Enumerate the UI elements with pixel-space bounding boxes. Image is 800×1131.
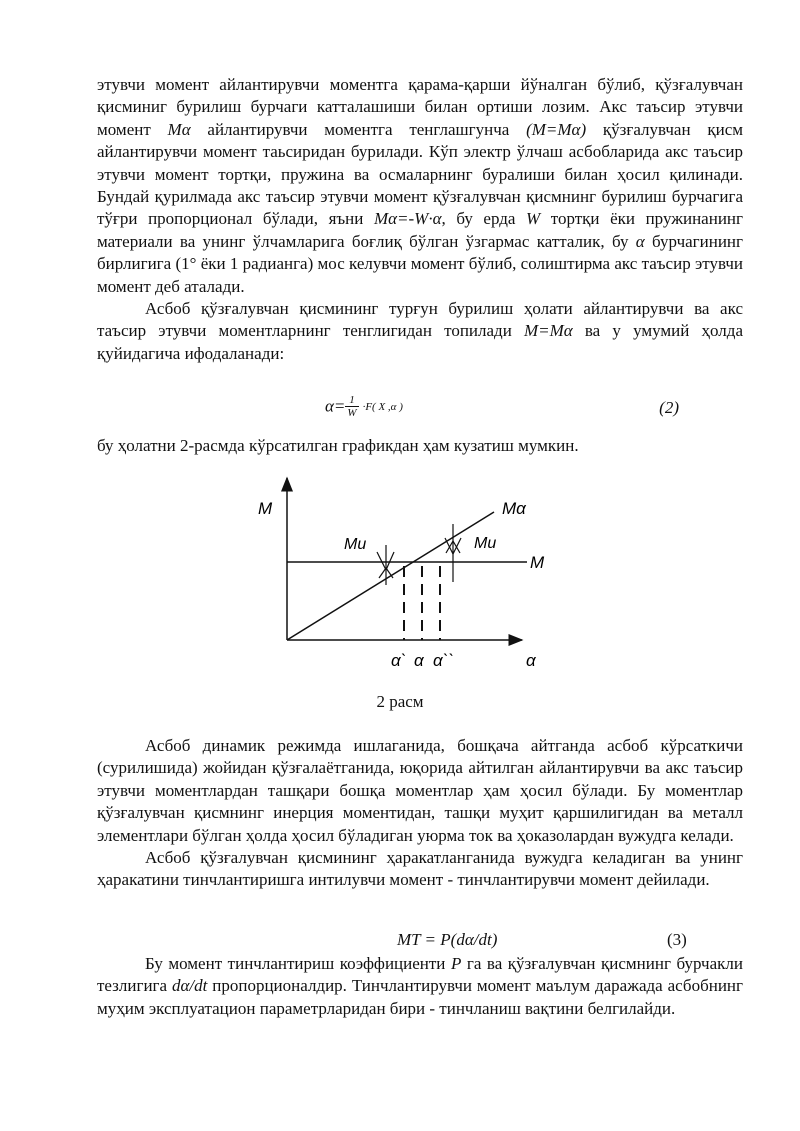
math-linear-moment: Mα=-W·α [373, 209, 442, 229]
math-derivative: dα/dt [171, 976, 208, 996]
math-w: W [526, 209, 541, 229]
p2-text: ва у умумий ҳолда қуйидагича ифодаланади: [97, 321, 743, 363]
p6-text: Бу момент тинчлантириш коэффициенти [145, 954, 451, 973]
label-alpha-dprime: α`` [433, 651, 455, 670]
label-m-axis: M [258, 499, 273, 518]
label-m-alpha: Mα [502, 499, 526, 518]
formula-2-rhs: ·F( X ,α ) [362, 400, 403, 413]
label-mu-left: Mu [344, 536, 367, 553]
paragraph-5: Асбоб қўзғалувчан қисмининг ҳаракатланганида вужудга келадиган ва унинг ҳаракатини тинчлантиришга интилувчи момент - тинчлантирувчи момент дейилади. [97, 848, 743, 890]
arrow-left-stroke [379, 568, 386, 578]
formula-3: MT = P(dα/dt) [397, 930, 498, 949]
p1-text: этувчи момент айлантирувчи моментга қарама-қарши йўналган бўлиб, қўзғалувчан қисминиг бурилиш бурчаги катталашиши билан ортиши лозим. Акс таъсир этувчи момент [97, 75, 743, 139]
p6-text: га ва қўзғалувчан қисмнинг бурчакли тезлигига [97, 954, 743, 996]
label-alpha-prime: α` [391, 651, 407, 670]
equation-number-2: (2) [659, 398, 679, 417]
math-alpha: α [635, 231, 645, 251]
p1-text: қўзғалувчан қисм айлантирувчи момент таьсиридан бурилади. Кўп электр ўлчаш асбобларида акс таъсир этувчи момент тортқи, пружина ва осмаларнинг буралиши билан ҳосил қилинади. Бундай қурилмада акс таъсир этувчи момент қўзғалувчан қисмнинг бурилиш бурчагига тўғри пропорционал бўлади, яъни [97, 119, 744, 229]
formula-2-lhs: α= [325, 396, 346, 416]
label-m-line: M [530, 553, 545, 572]
p1-text: , бу ерда [441, 209, 527, 229]
formula-3-row [97, 930, 743, 954]
p1-text: айлантирувчи моментга тенглашгунча [190, 119, 527, 139]
math-equality-short: M=Mα [523, 321, 573, 341]
p6-text: пропорционалдир. Тинчлантирувчи момент маълум даражада асбобнинг муҳим эксплуатацион параметрларидан бири - тинчланиш вақтини белгилайди. [97, 976, 743, 1018]
label-alpha-axis: α [526, 651, 536, 670]
paragraph-4: Асбоб динамик режимда ишлаганида, бошқача айтганда асбоб кўрсаткичи (сурилишида) жойидан қўзғалаётганида, юқорида айтилган айлантирувчи ва акс таъсир этувчи моментлардан ташқари бошқа моментлар ҳам ҳосил бўлади. Бу моментлар қўзғалувчан қисмнинг инерция моментидан, ташқи муҳит қаршилигидан ва металл элементлари бўлган ҳолда ҳосил бўладиган уюрма ток ва ҳоказолардан вужудга келади. [97, 736, 743, 845]
fraction-numerator: 1 [345, 394, 358, 407]
paragraph-6 [97, 953, 743, 1020]
p2-text: Асбоб қўзғалувчан қисмининг турғун бурилиш ҳолати айлантирувчи ва акс таъсир этувчи моментларнинг тенглигидан топилади [97, 299, 743, 341]
p1-text: бурчагининг бирлигига (1° ёки 1 радианга) мос келувчи момент бўлиб, солиштирма акс таъсир этувчи момент деб аталади. [97, 231, 743, 296]
label-mu-right: Mu [474, 535, 497, 552]
equation-number-3: (3) [667, 930, 687, 949]
arrow-left-stroke [386, 552, 394, 570]
math-p: P [450, 954, 462, 973]
figure-caption: 2 расм [376, 692, 424, 711]
counter-moment-line [287, 512, 497, 640]
paragraph-3: бу ҳолатни 2-расмда кўрсатилган графикдан ҳам кузатиш мумкин. [97, 436, 579, 455]
p1-text: тортқи ёки пружинанинг материали ва унинг ўлчамларига боғлиқ бўлган ўзгармас катталик, бу [97, 209, 743, 251]
fraction-denominator: W [347, 407, 357, 419]
label-alpha: α [414, 651, 424, 670]
math-equality: (M=Mα) [526, 119, 587, 139]
arrow-left-stroke [377, 552, 386, 570]
math-m-alpha: Mα [167, 119, 191, 139]
text-block-bottom [97, 735, 743, 892]
text-block-final [97, 953, 743, 1020]
